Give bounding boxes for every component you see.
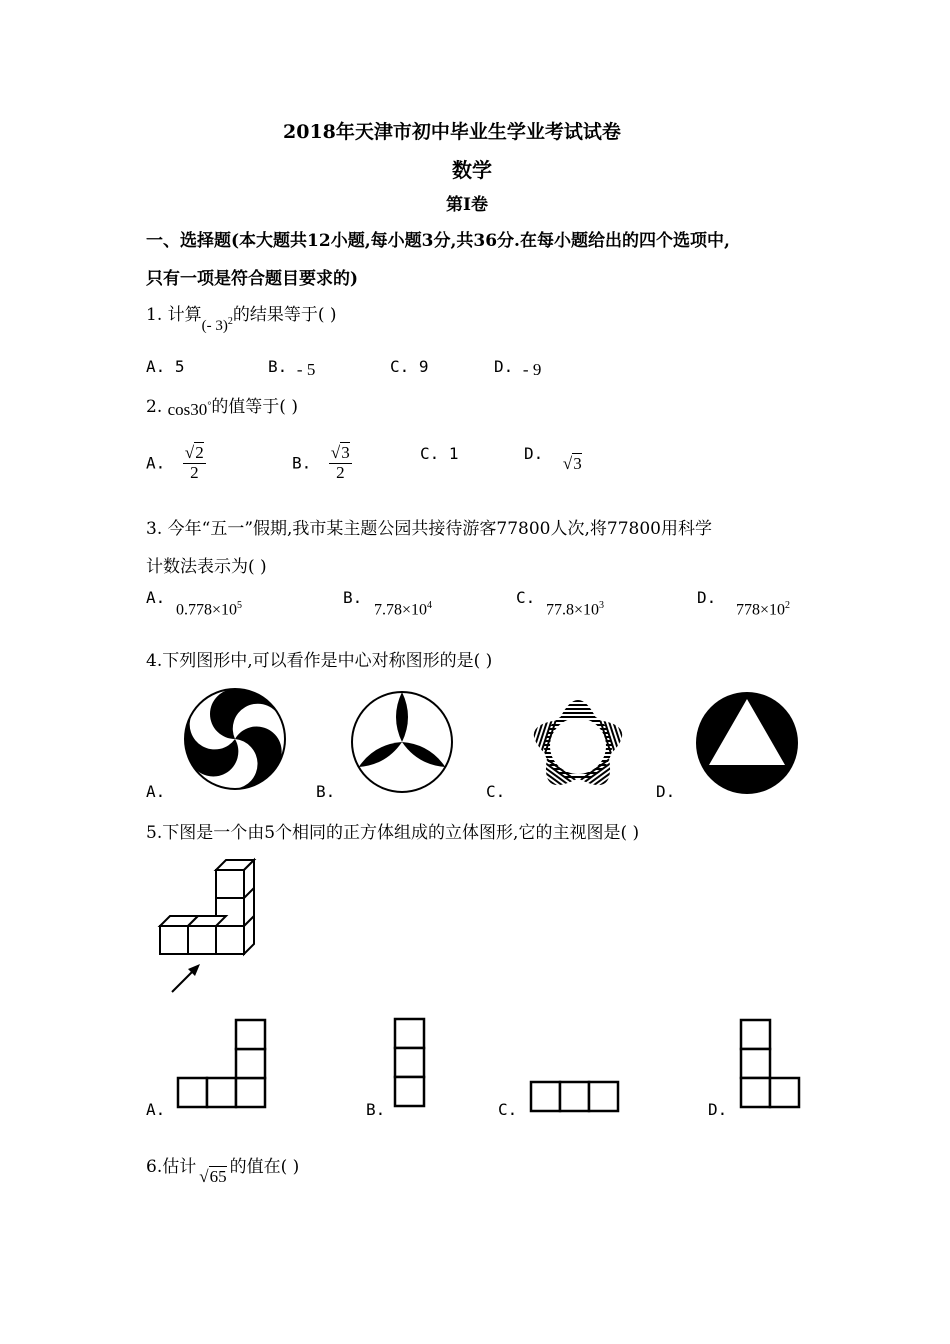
q3-option-a[interactable] (146, 588, 165, 607)
q2-option-a[interactable] (146, 444, 206, 482)
q3-option-d[interactable] (697, 588, 716, 607)
question-1 (146, 300, 337, 334)
q4-figure-c (520, 686, 636, 802)
question-5: 5.下图是一个由5个相同的正方体组成的立体图形,它的主视图是( ) (146, 823, 640, 843)
q3-option-label: B. (343, 588, 363, 607)
q4-figure-b (350, 690, 454, 794)
q3-option-label: A. (146, 588, 166, 607)
subject-title: 数学 (452, 158, 492, 182)
q1-option-a[interactable] (146, 357, 185, 376)
q3-option-c[interactable] (516, 588, 535, 607)
q1-option-label: C. (390, 357, 410, 376)
q6-radicand: 65 (209, 1167, 227, 1186)
q5-label-b[interactable]: B. (366, 1100, 386, 1119)
q4-label-c[interactable]: C. (486, 782, 506, 801)
q1-option-label: B. (268, 357, 288, 376)
q1-prefix: 1. 计算 (146, 305, 202, 325)
q2-option-value: 3 (573, 454, 582, 473)
q4-label-a[interactable]: A. (146, 782, 166, 801)
q2-expr: cos30 (167, 400, 208, 419)
q5-label-d[interactable]: D. (708, 1100, 728, 1119)
q4-figure-d (694, 690, 800, 796)
q1-option-c[interactable] (390, 357, 429, 376)
q2-denominator: 2 (190, 462, 199, 482)
q2-option-label: D. (524, 444, 544, 463)
question-2 (146, 392, 298, 417)
q3-option-b-value: $7.78\times 10^4$ (374, 600, 433, 619)
volume-title: 第Ⅰ卷 (446, 195, 488, 215)
q2-option-value: 1 (448, 444, 459, 463)
q2-numerator: 2 (195, 443, 204, 462)
q2-fraction-a: $\frac{√2}{2}$ (184, 443, 204, 482)
q5-option-c-figure (529, 1080, 621, 1114)
q6-suffix: 的值在( ) (229, 1157, 300, 1177)
q1-option-value: 5 (174, 357, 185, 376)
q2-suffix: 的值等于( ) (211, 397, 298, 417)
section-heading-line1: 一、选择题(本大题共12小题,每小题3分,共36分.在每小题给出的四个选项中, (146, 231, 730, 251)
q2-numerator: 3 (341, 443, 350, 462)
question-3-line2: 计数法表示为( ) (146, 557, 267, 577)
q4-label-d[interactable]: D. (656, 782, 676, 801)
q2-option-c[interactable] (420, 444, 459, 463)
q1-option-value: - 9 (522, 360, 542, 379)
q2-denominator: 2 (336, 462, 345, 482)
q1-base: (- 3) (201, 318, 228, 334)
q1-option-label: A. (146, 357, 166, 376)
q3-option-label: D. (697, 588, 717, 607)
q3-option-label: C. (516, 588, 536, 607)
q3-option-c-value: $77.8\times 10^3$ (546, 600, 605, 619)
q6-prefix: 6.估计 (146, 1157, 197, 1177)
q5-label-a[interactable]: A. (146, 1100, 166, 1119)
q1-expression (202, 318, 233, 334)
q1-exponent: 2 (227, 316, 233, 327)
q1-option-d[interactable] (494, 357, 541, 377)
q6-radical: √65 (199, 1167, 227, 1186)
q3-option-a-value: $0.778\times 10^5$ (176, 600, 243, 619)
q2-degree: ° (207, 400, 212, 412)
q5-solid-figure (150, 852, 280, 1002)
page-title: 2018年天津市初中毕业生学业考试试卷 (283, 121, 621, 143)
q1-option-value: 9 (418, 357, 429, 376)
q5-option-b-figure (393, 1017, 427, 1109)
q5-option-d-figure (739, 1018, 803, 1110)
q1-option-label: D. (494, 357, 514, 376)
q1-option-b[interactable] (268, 357, 315, 377)
q1-suffix: 的结果等于( ) (232, 305, 337, 325)
section-heading-line2: 只有一项是符合题目要求的) (146, 269, 359, 289)
question-6 (146, 1152, 300, 1186)
q2-fraction-b: $\frac{√3}{2}$ (330, 443, 350, 482)
q4-label-b[interactable]: B. (316, 782, 336, 801)
question-4: 4.下列图形中,可以看作是中心对称图形的是( ) (146, 651, 493, 671)
q2-option-label: B. (292, 453, 312, 473)
q3-option-b[interactable] (343, 588, 362, 607)
q2-expression (168, 400, 212, 419)
q2-option-label: C. (420, 444, 440, 463)
q5-label-c[interactable]: C. (498, 1100, 518, 1119)
q1-option-value: - 5 (296, 360, 316, 379)
q2-prefix: 2. (146, 397, 163, 417)
q3-option-d-value: $778\times 10^2$ (736, 600, 791, 619)
q2-option-label: A. (146, 453, 166, 473)
q4-figure-a (182, 686, 288, 792)
q2-option-b[interactable] (292, 444, 352, 482)
question-3-line1: 3. 今年“五一”假期,我市某主题公园共接待游客77800人次,将77800用科学 (146, 519, 712, 539)
q2-option-d[interactable]: D. √3 (524, 444, 582, 473)
q5-option-a-figure (176, 1018, 270, 1110)
